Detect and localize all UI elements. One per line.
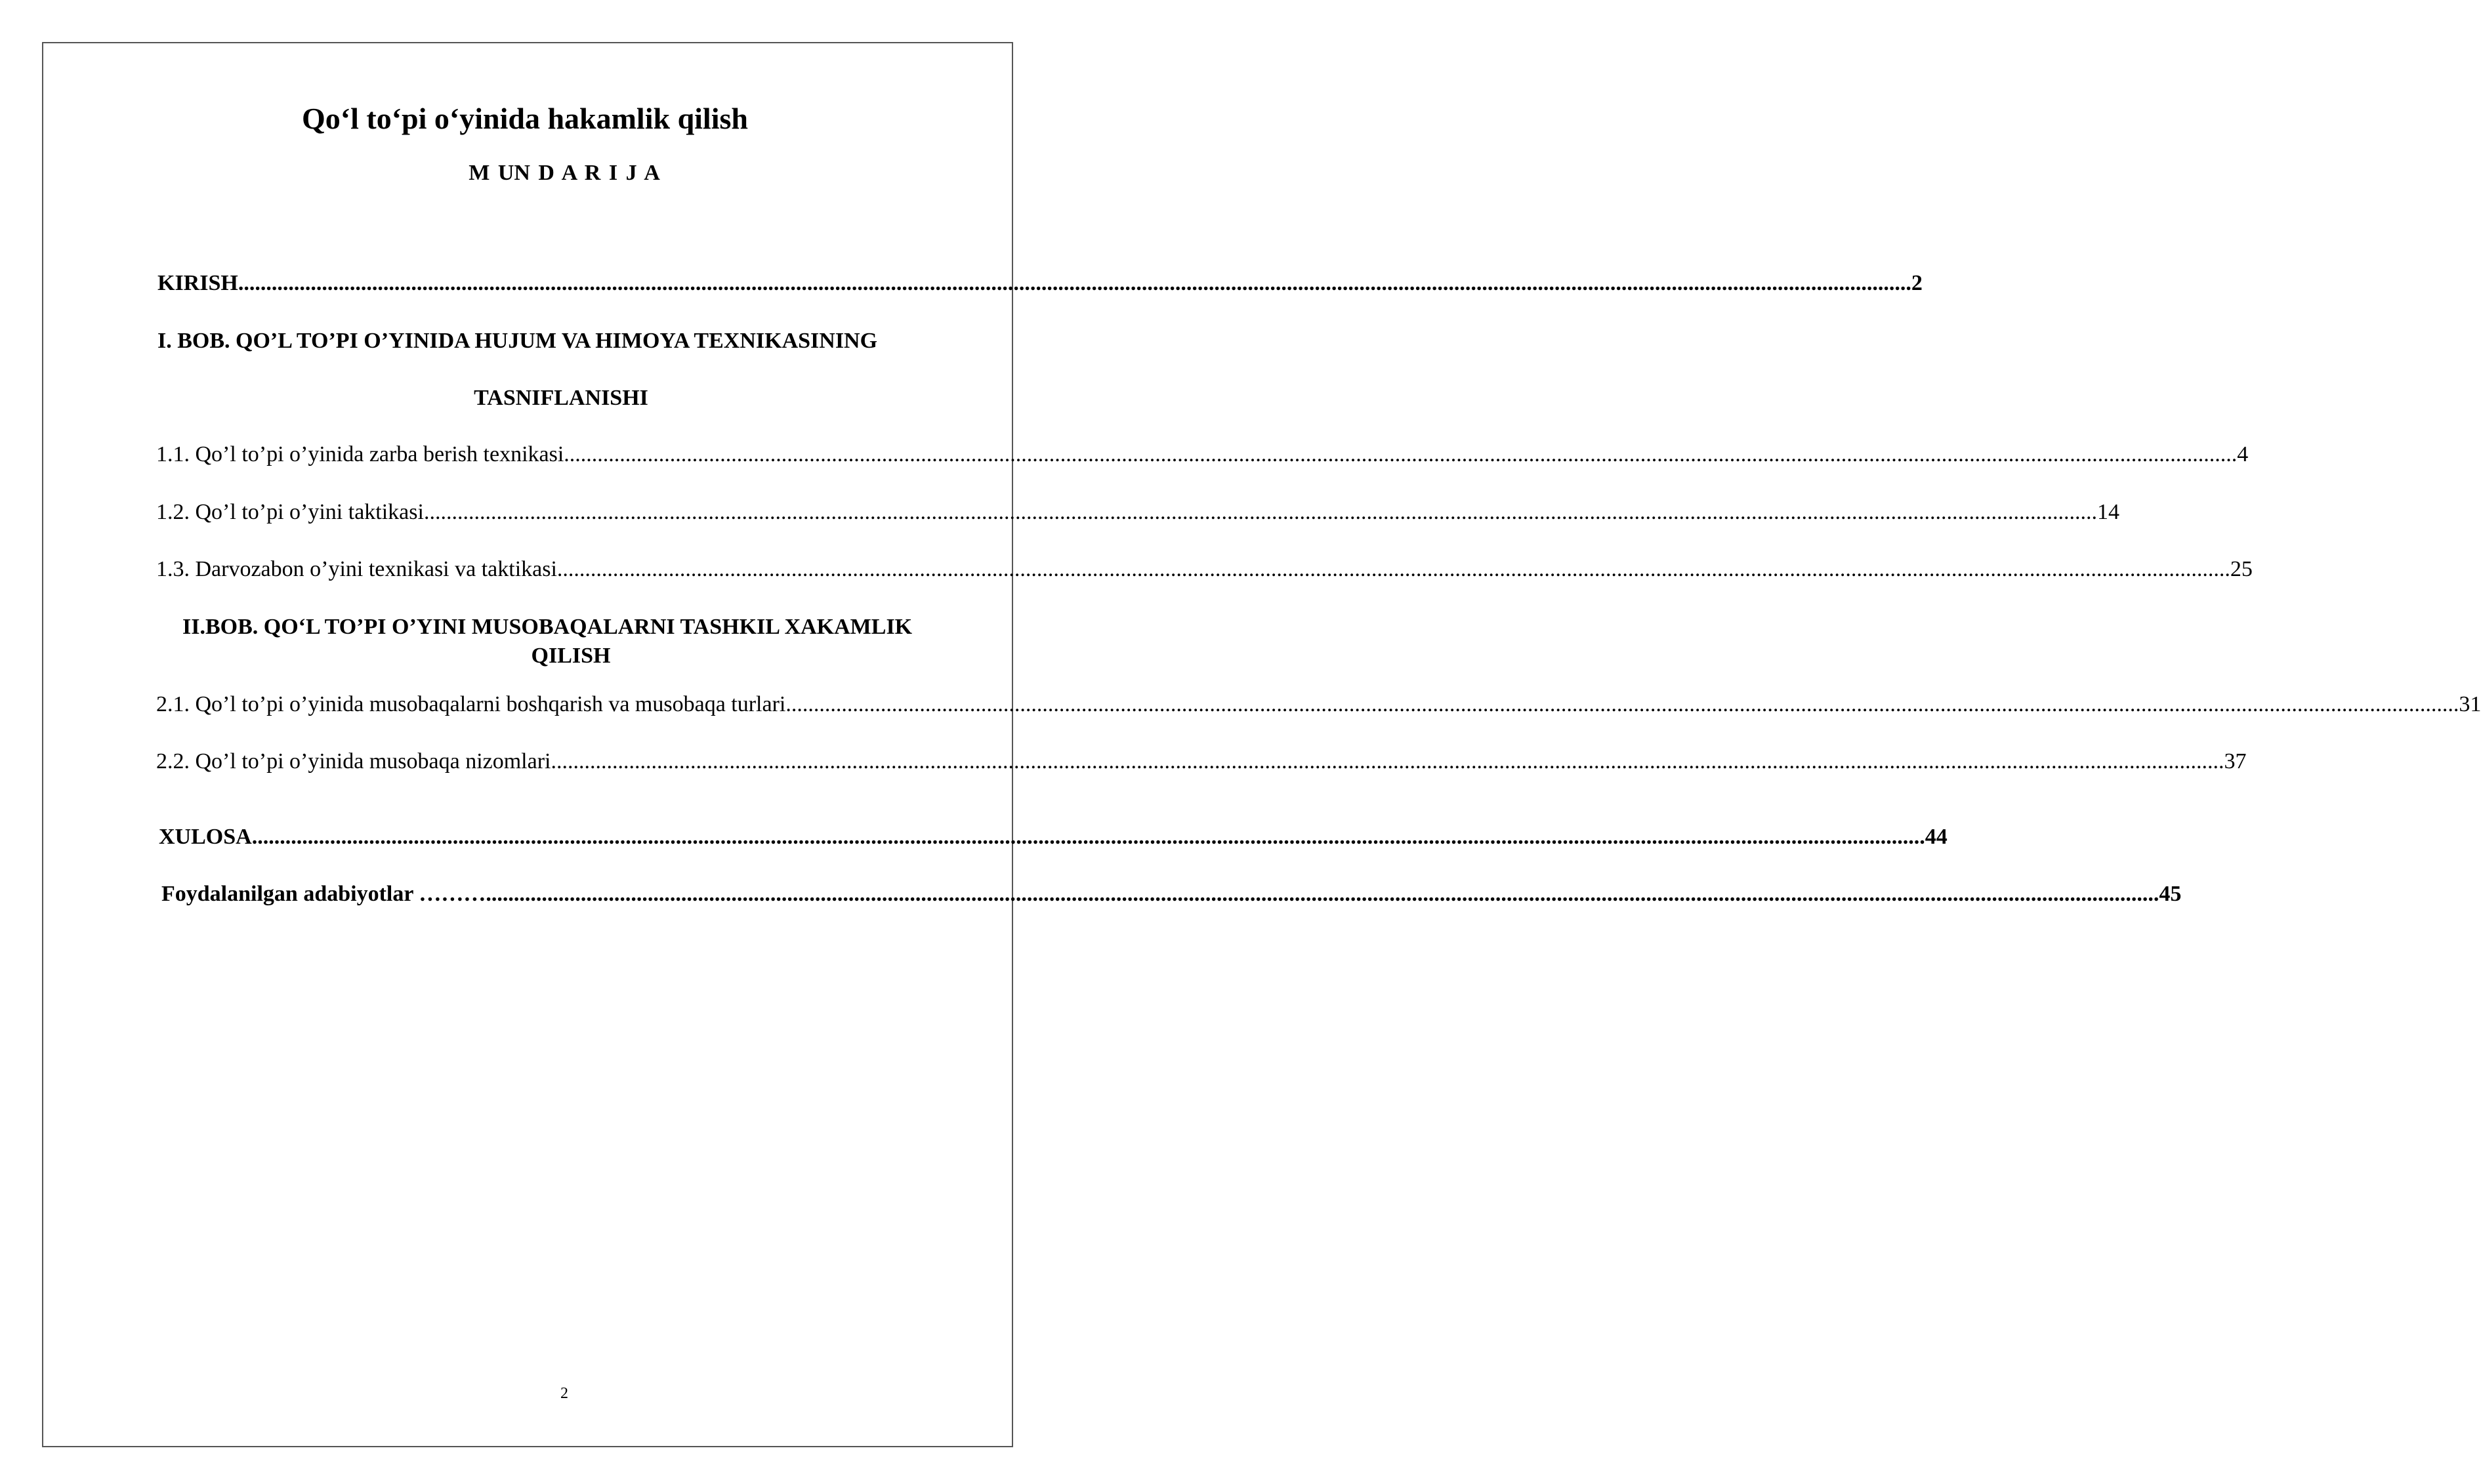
dot-leader: ............................................................................................................................................................................................................................................................................................................ [785, 692, 2459, 716]
dot-leader: ............................................................................................................................................................................................................................................................................................................ [423, 500, 2097, 524]
toc-entry-page: 14 [2096, 500, 2119, 524]
document-title: Qo‘l to‘pi o‘yinida hakamlik qilish [302, 102, 748, 135]
toc-entry-label: 2.2. Qo’l to’pi o’yinida musobaqa nizomlari [156, 749, 551, 773]
dot-leader: ............................................................................................................................................................................................................................................................................................................ [251, 825, 1925, 849]
toc-entry-1-2[interactable] [156, 498, 2119, 527]
toc-entry-page: 31 [2459, 692, 2481, 716]
chapter-1-heading-line2: TASNIFLANISHI [474, 386, 648, 410]
dot-leader: ............................................................................................................................................................................................................................................................................................................ [564, 442, 2238, 466]
toc-entry-label: 1.2. Qo’l to’pi o’yini taktikasi [156, 500, 424, 524]
toc-entry-label: 1.3. Darvozabon o’yini texnikasi va taktikasi [156, 557, 557, 581]
toc-entry-page: 45 [2159, 882, 2182, 906]
dot-leader: ............................................................................................................................................................................................................................................................................................................ [556, 557, 2230, 581]
toc-entry-label: XULOSA [159, 825, 252, 849]
toc-entry-2-1[interactable] [156, 690, 2481, 719]
toc-entry-label: 2.1. Qo’l to’pi o’yinida musobaqalarni boshqarish va musobaqa turlari [156, 692, 786, 716]
dot-leader: ............................................................................................................................................................................................................................................................................................................ [551, 749, 2224, 773]
dot-leader: ............................................................................................................................................................................................................................................................................................................ [238, 271, 1911, 295]
toc-entry-1-1[interactable] [156, 440, 2249, 469]
dot-leader: ............................................................................................................................................................................................................................................................................................................ [486, 882, 2159, 906]
toc-entry-label: KIRISH [157, 271, 238, 295]
toc-entry-page: 25 [2230, 557, 2253, 581]
page-number: 2 [560, 1385, 568, 1402]
toc-entry-1-3[interactable] [156, 555, 2253, 584]
toc-entry-conclusion[interactable] [159, 823, 1948, 852]
toc-entry-page: 44 [1925, 825, 1948, 849]
chapter-2-heading-line1: II.BOB. QO‘L TO’PI O’YINI MUSOBAQALARNI TASHKIL XAKAMLIK [182, 615, 913, 639]
toc-entry-intro[interactable] [157, 269, 1923, 298]
toc-heading: M UN D A R I J A [469, 161, 660, 185]
page-border [42, 42, 1013, 1447]
toc-entry-page: 37 [2224, 749, 2247, 773]
toc-entry-label: 1.1. Qo’l to’pi o’yinida zarba berish texnikasi [156, 442, 564, 466]
chapter-1-heading-line1: I. BOB. QO’L TO’PI O’YINIDA HUJUM VA HIMOYA TEXNIKASINING [157, 329, 878, 353]
chapter-2-heading-line2: QILISH [531, 644, 611, 668]
toc-entry-2-2[interactable] [156, 747, 2247, 776]
toc-entry-label: Foydalanilgan adabiyotlar ……… [161, 882, 486, 906]
toc-entry-page: 2 [1911, 271, 1923, 295]
toc-entry-references[interactable] [161, 880, 2182, 909]
toc-entry-page: 4 [2237, 442, 2249, 466]
